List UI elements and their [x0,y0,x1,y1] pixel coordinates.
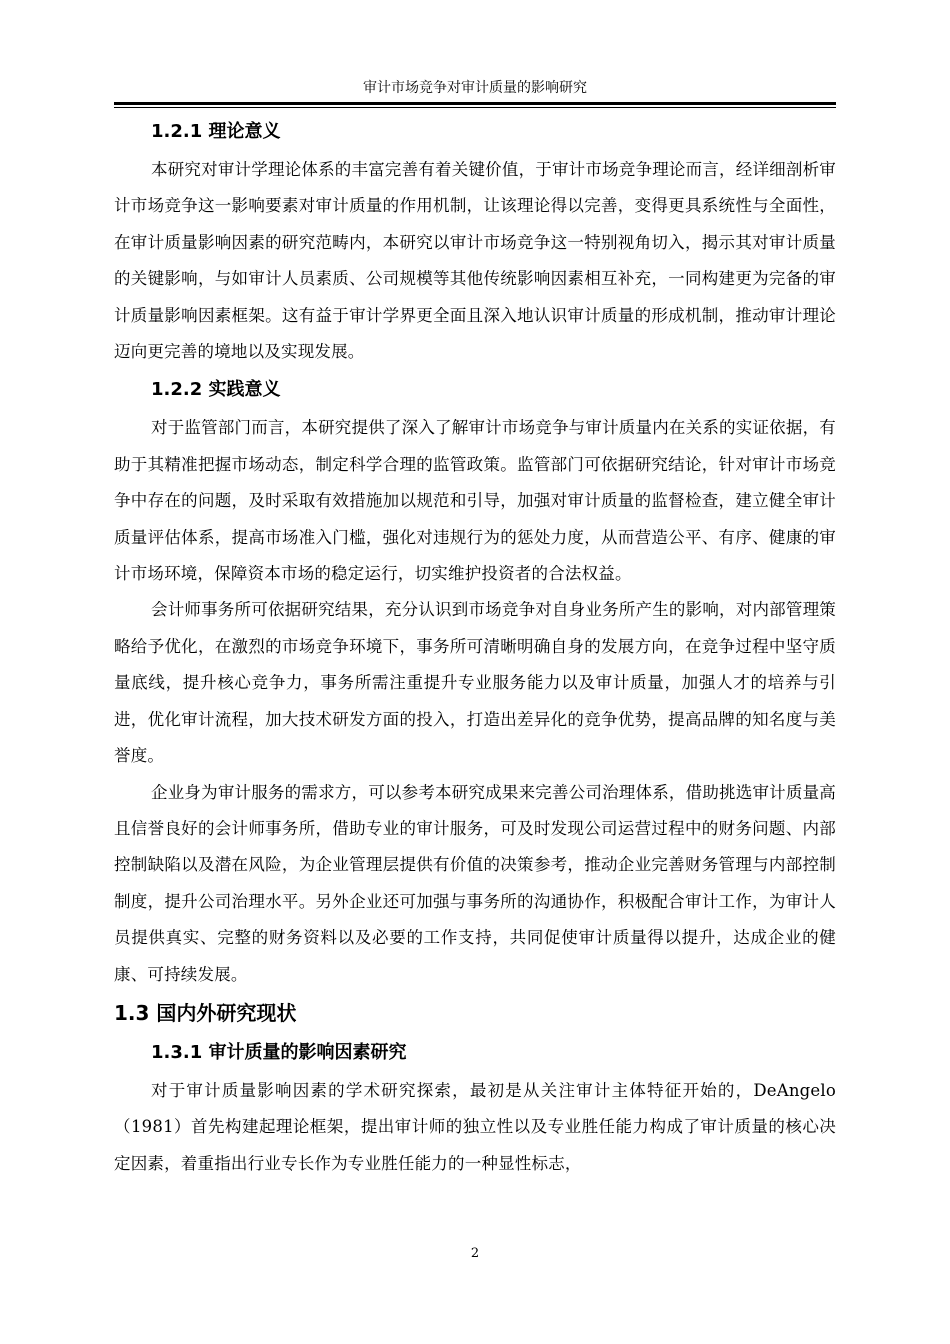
paragraph-enterprises: 企业身为审计服务的需求方，可以参考本研究成果来完善公司治理体系，借助挑选审计质量高且信誉良好的会计师事务所，借助专业的审计服务，可及时发现公司运营过程中的财务问题、内部控制缺陷以及潜在风险，为企业管理层提供有价值的决策参考，推动企业完善财务管理与内部控制制度，提升公司治理水平。另外企业还可加强与事务所的沟通协作，积极配合审计工作，为审计人员提供真实、完整的财务资料以及必要的工作支持，共同促使审计质量得以提升，达成企业的健康、可持续发展。 [114,782,836,984]
page-number: 2 [470,1246,480,1261]
header-rule-thick [114,102,836,105]
heading-1-3-1: 1.3.1 审计质量的影响因素研究 [151,1041,407,1063]
paragraph-regulators: 对于监管部门而言，本研究提供了深入了解审计市场竞争与审计质量内在关系的实证依据，有助于其精准把握市场动态，制定科学合理的监管政策。监管部门可依据研究结论，针对审计市场竞争中存在的问题，及时采取有效措施加以规范和引导，加强对审计质量的监督检查，建立健全审计质量评估体系，提高市场准入门槛，强化对违规行为的惩处力度，从而营造公平、有序、健康的审计市场环境，保障资本市场的稳定运行，切实维护投资者的合法权益。 [114,418,836,584]
running-header: 审计市场竞争对审计质量的影响研究 [363,80,587,96]
paragraph-theory: 本研究对审计学理论体系的丰富完善有着关键价值，于审计市场竞争理论而言，经详细剖析审计市场竞争这一影响要素对审计质量的作用机制，让该理论得以完善，变得更具系统性与全面性，在审计质量影响因素的研究范畴内，本研究以审计市场竞争这一特别视角切入，揭示其对审计质量的关键影响，与如审计人员素质、公司规模等其他传统影响因素相互补充，一同构建更为完备的审计质量影响因素框架。这有益于审计学界更全面且深入地认识审计质量的形成机制，推动审计理论迈向更完善的境地以及实现发展。 [114,160,836,362]
paragraph-accounting-firms: 会计师事务所可依据研究结果，充分认识到市场竞争对自身业务所产生的影响，对内部管理策略给予优化，在激烈的市场竞争环境下，事务所可清晰明确自身的发展方向，在竞争过程中坚守质量底线，提升核心竞争力，事务所需注重提升专业服务能力以及审计质量，加强人才的培养与引进，优化审计流程，加大技术研发方面的投入，打造出差异化的竞争优势，提高品牌的知名度与美誉度。 [114,600,836,766]
paragraph-influencing-factors: 对于审计质量影响因素的学术研究探索，最初是从关注审计主体特征开始的，DeAngelo（1981）首先构建起理论框架，提出审计师的独立性以及专业胜任能力构成了审计质量的核心决定因素，着重指出行业专长作为专业胜任能力的一种显性标志， [114,1080,836,1173]
heading-1-2-1: 1.2.1 理论意义 [151,121,281,142]
header-rule-thin [114,107,836,108]
heading-1-2-2: 1.2.2 实践意义 [151,379,281,401]
heading-1-3: 1.3 国内外研究现状 [114,1000,297,1025]
page-body [114,112,836,1182]
